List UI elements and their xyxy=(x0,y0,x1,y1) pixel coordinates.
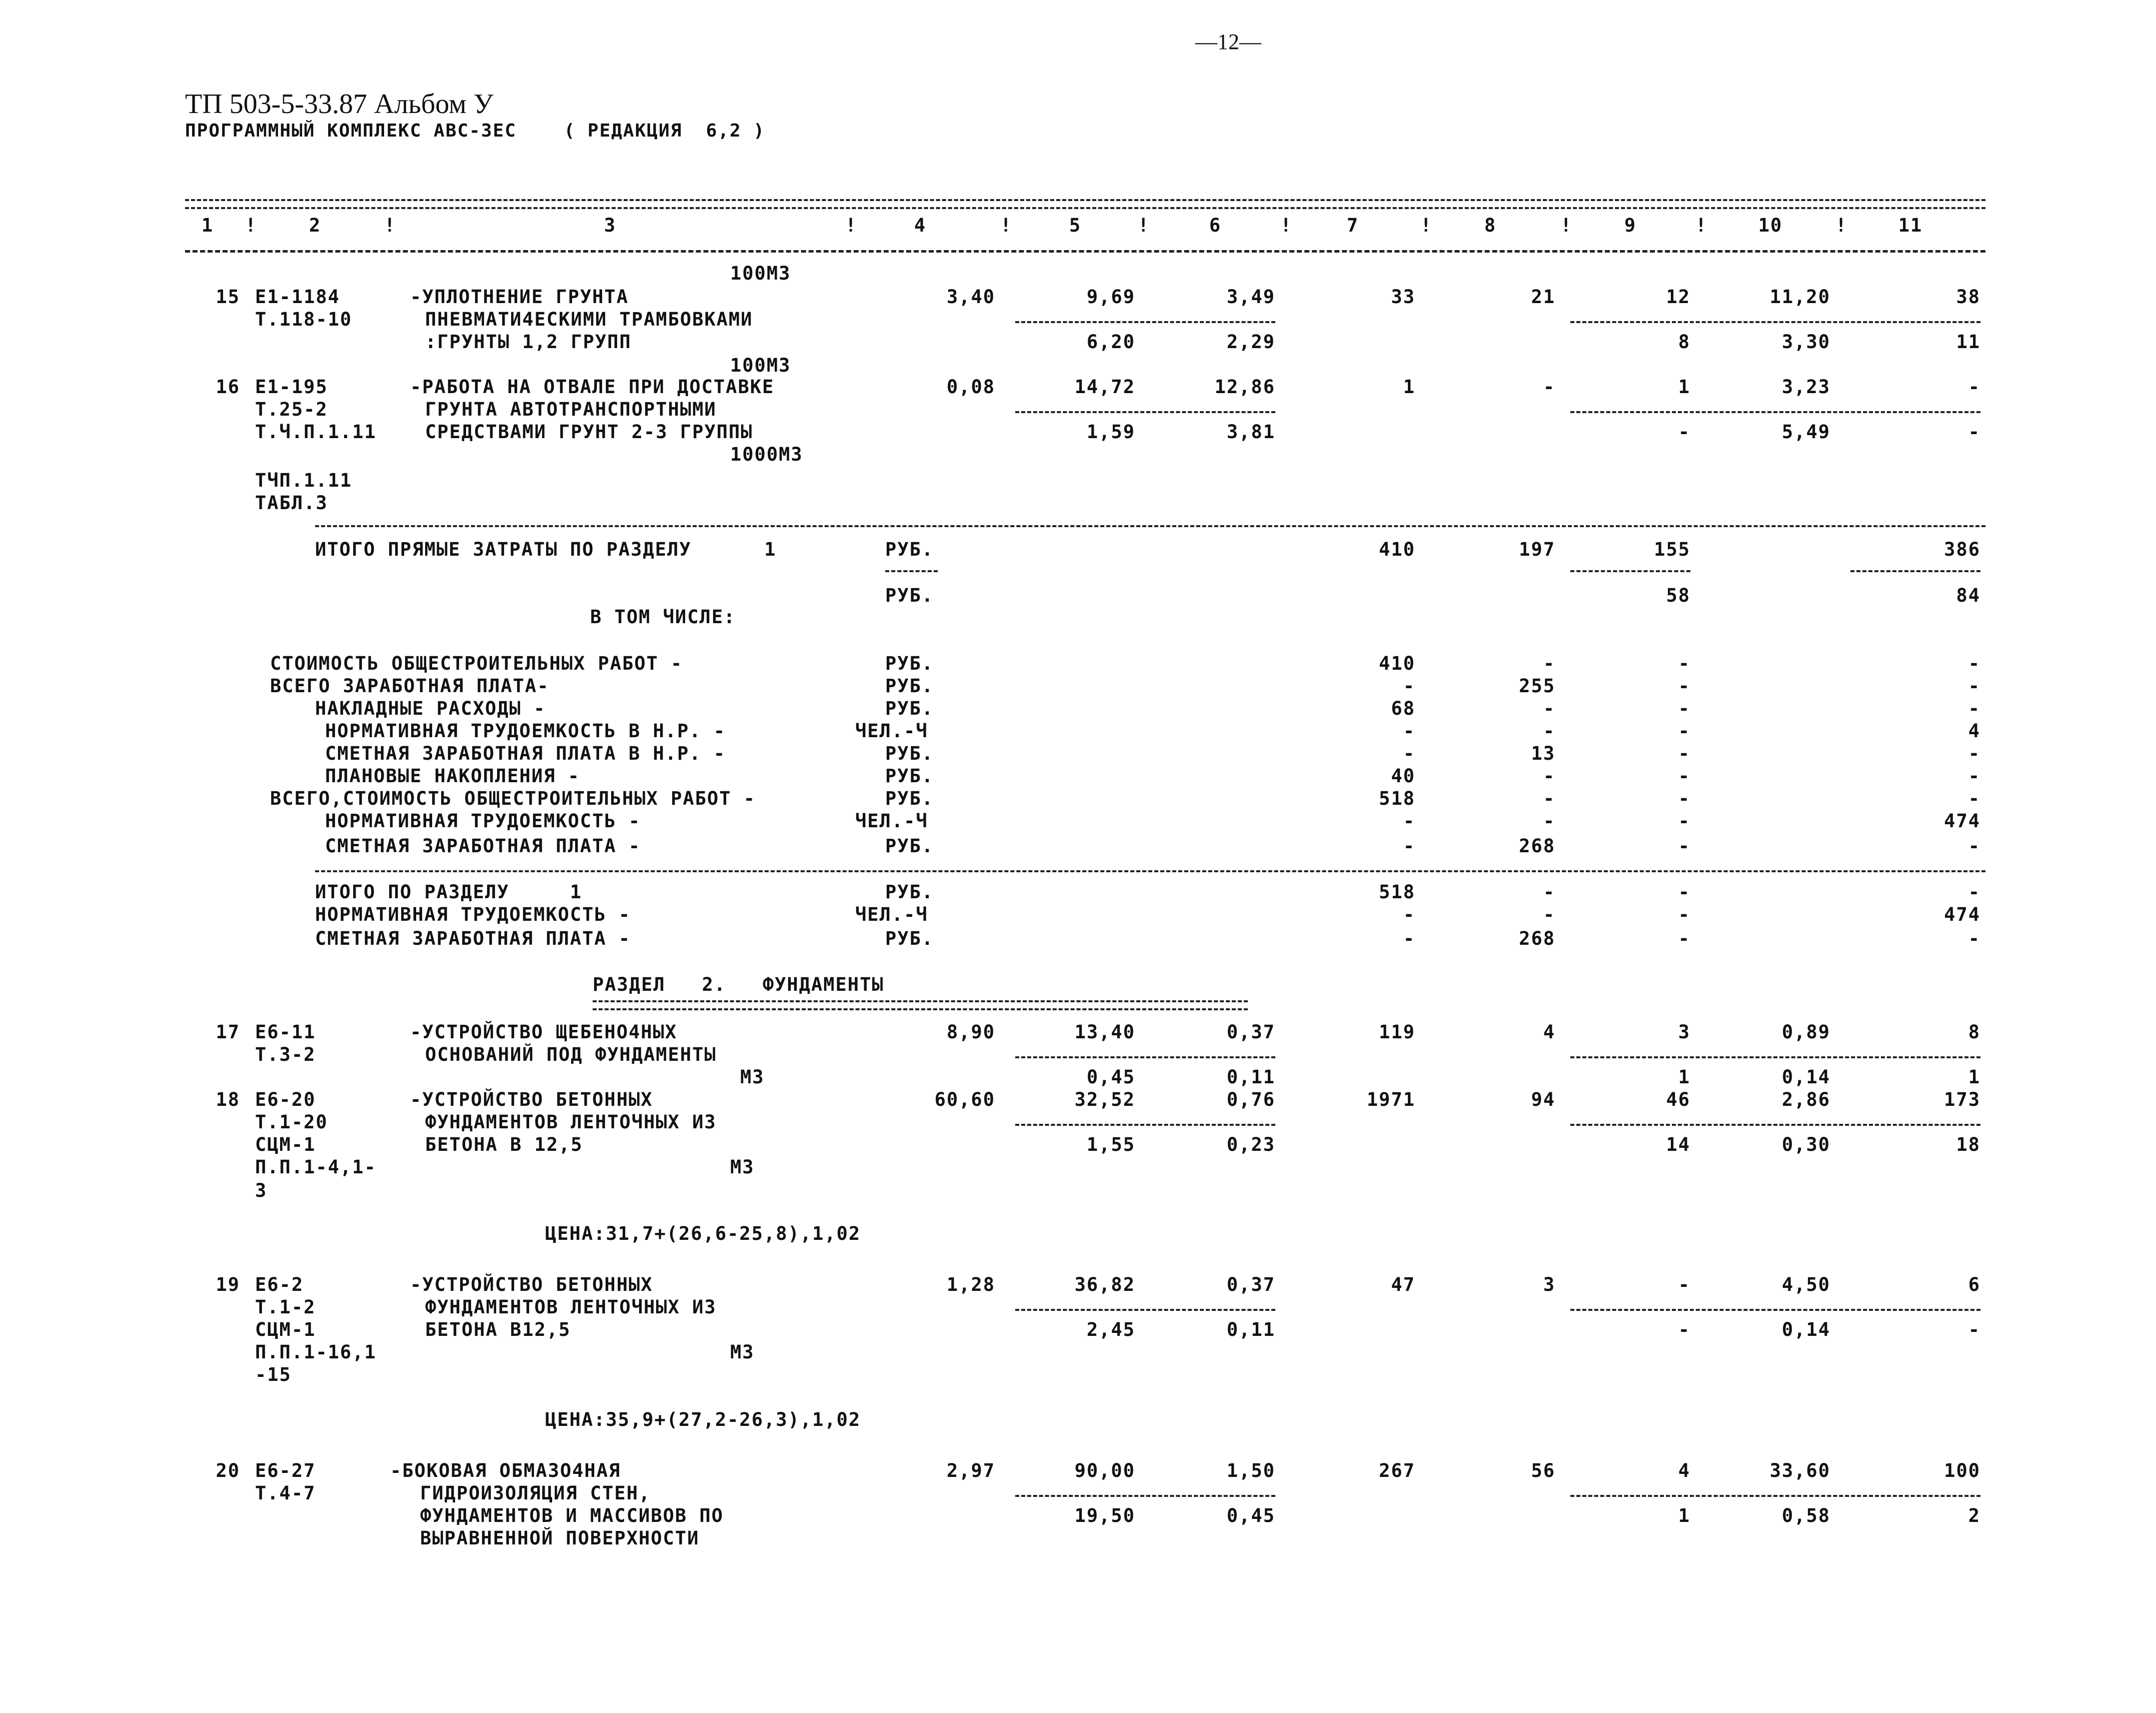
rate-code: Е6-27 xyxy=(255,1460,316,1481)
list-item-unit: ЧЕЛ.-Ч xyxy=(855,720,928,742)
cell-col4: 0,08 xyxy=(946,376,995,398)
cell-col8: 3 xyxy=(1543,1274,1555,1295)
cell-col7: 68 xyxy=(1391,698,1415,719)
rate-reference: Т.Ч.П.1.11 xyxy=(255,421,377,443)
list-item-unit: РУБ. xyxy=(885,881,934,903)
cell-col9: 1 xyxy=(1678,1066,1690,1088)
divider xyxy=(1015,1056,1275,1058)
cell-col9: - xyxy=(1678,1319,1690,1340)
row-number: 20 xyxy=(216,1460,240,1481)
cell-col7: 410 xyxy=(1379,539,1415,560)
cell-col5: 90,00 xyxy=(1074,1460,1135,1481)
cell-col11: - xyxy=(1968,881,1980,903)
divider xyxy=(1015,1495,1275,1497)
col-sep: ! xyxy=(1420,215,1433,236)
cell-col9: 1 xyxy=(1678,376,1690,398)
list-item-unit: РУБ. xyxy=(885,928,934,949)
cell-col7: 1971 xyxy=(1366,1089,1415,1110)
cell-col5: 2,45 xyxy=(1086,1319,1135,1340)
cell-col11: - xyxy=(1968,788,1980,809)
cell-col10: 3,30 xyxy=(1781,331,1830,353)
col-header-3: 3 xyxy=(604,215,617,236)
list-item-label: НОРМАТИВНАЯ ТРУДОЕМКОСТЬ - xyxy=(315,904,631,925)
summary-rule xyxy=(315,525,1985,527)
cell-col8: 56 xyxy=(1531,1460,1555,1481)
cell-col11: - xyxy=(1968,675,1980,697)
cell-col10: 0,89 xyxy=(1781,1021,1830,1043)
col-sep: ! xyxy=(1560,215,1573,236)
list-item-label: ИТОГО ПО РАЗДЕЛУ 1 xyxy=(315,881,583,903)
cell-col7: - xyxy=(1403,810,1415,832)
rate-reference: Т.4-7 xyxy=(255,1482,316,1504)
col-sep: ! xyxy=(1695,215,1708,236)
work-description: СРЕДСТВАМИ ГРУНТ 2-3 ГРУППЫ xyxy=(425,421,753,443)
rate-code: Е6-2 xyxy=(255,1274,304,1295)
col-header-10: 10 xyxy=(1758,215,1783,236)
list-item-unit: РУБ. xyxy=(885,675,934,697)
work-description: -УСТРОЙСТВО ЩЕБЕНО4НЫХ xyxy=(410,1021,678,1043)
cell-col6: 12,86 xyxy=(1214,376,1275,398)
list-item-label: СТОИМОСТЬ ОБЩЕСТРОИТЕЛЬНЫХ РАБОТ - xyxy=(270,653,683,674)
divider xyxy=(1570,321,1980,323)
cell-col4: 2,97 xyxy=(946,1460,995,1481)
cell-col11: 8 xyxy=(1968,1021,1980,1043)
rate-code: Е1-1184 xyxy=(255,286,340,308)
list-item-unit: РУБ. xyxy=(885,653,934,674)
row-number: 16 xyxy=(216,376,240,398)
work-description: ФУНДАМЕНТОВ И МАССИВОВ ПО xyxy=(420,1505,724,1526)
rate-reference: СЦМ-1 xyxy=(255,1134,316,1155)
cell-col10: 4,50 xyxy=(1781,1274,1830,1295)
rate-reference: СЦМ-1 xyxy=(255,1319,316,1340)
cell-col5: 14,72 xyxy=(1074,376,1135,398)
cell-col5: 6,20 xyxy=(1086,331,1135,353)
cell-col11: 474 xyxy=(1944,810,1980,832)
cell-col11: 11 xyxy=(1956,331,1980,353)
col-header-9: 9 xyxy=(1624,215,1637,236)
cell-col9: 12 xyxy=(1666,286,1690,308)
divider xyxy=(885,570,938,572)
cell-col7: 518 xyxy=(1379,788,1415,809)
unit-label: М3 xyxy=(730,1156,755,1178)
row-number: 19 xyxy=(216,1274,240,1295)
cell-col5: 1,59 xyxy=(1086,421,1135,443)
cell-col7: 47 xyxy=(1391,1274,1415,1295)
cell-col11: 386 xyxy=(1944,539,1980,560)
cell-col7: 119 xyxy=(1379,1021,1415,1043)
cell-col8: 21 xyxy=(1531,286,1555,308)
rate-reference: П.П.1-4,1- xyxy=(255,1156,377,1178)
subheading: В ТОМ ЧИСЛЕ: xyxy=(590,606,736,628)
price-formula: ЦЕНА:31,7+(26,6-25,8),1,02 xyxy=(545,1223,861,1244)
cell-col9: - xyxy=(1678,810,1690,832)
rate-code: Е6-11 xyxy=(255,1021,316,1043)
col-sep: ! xyxy=(1835,215,1848,236)
cell-col9: 4 xyxy=(1678,1460,1690,1481)
cell-col8: - xyxy=(1543,810,1555,832)
cell-col8: 13 xyxy=(1531,743,1555,764)
cell-col7: 1 xyxy=(1403,376,1415,398)
cell-col9: - xyxy=(1678,835,1690,857)
rate-reference: П.П.1-16,1 xyxy=(255,1341,377,1363)
cell-col11: - xyxy=(1968,928,1980,949)
cell-col6: 0,76 xyxy=(1226,1089,1275,1110)
cell-col10: 0,14 xyxy=(1781,1319,1830,1340)
section-total-rule xyxy=(315,870,1985,872)
cell-col9: - xyxy=(1678,421,1690,443)
cell-col11: 6 xyxy=(1968,1274,1980,1295)
cell-col6: 2,29 xyxy=(1226,331,1275,353)
col-header-5: 5 xyxy=(1069,215,1082,236)
list-item-unit: РУБ. xyxy=(885,698,934,719)
cell-col10: 2,86 xyxy=(1781,1089,1830,1110)
cell-col9: - xyxy=(1678,1274,1690,1295)
cell-col11: - xyxy=(1968,653,1980,674)
cell-col9: - xyxy=(1678,743,1690,764)
cell-col11: - xyxy=(1968,1319,1980,1340)
cell-col6: 3,81 xyxy=(1226,421,1275,443)
cell-col11: 18 xyxy=(1956,1134,1980,1155)
header-bottom-rule xyxy=(185,250,1985,253)
cell-col6: 0,11 xyxy=(1226,1066,1275,1088)
cell-col10: 0,58 xyxy=(1781,1505,1830,1526)
col-sep: ! xyxy=(384,215,397,236)
row-number: 17 xyxy=(216,1021,240,1043)
cell-col11: 38 xyxy=(1956,286,1980,308)
cell-col8: 197 xyxy=(1519,539,1555,560)
rate-reference: Т.25-2 xyxy=(255,399,328,420)
cell-col7: - xyxy=(1403,743,1415,764)
cell-col9: - xyxy=(1678,788,1690,809)
list-item-unit: ЧЕЛ.-Ч xyxy=(855,810,928,832)
divider xyxy=(1570,411,1980,413)
rate-reference: Т.1-20 xyxy=(255,1111,328,1133)
cell-col8: 4 xyxy=(1543,1021,1555,1043)
cell-col8: - xyxy=(1543,698,1555,719)
document-subtitle: ПРОГРАММНЫЙ КОМПЛЕКС АВС-3ЕС ( РЕДАКЦИЯ 6,2 ) xyxy=(185,121,766,141)
list-item-label: НАКЛАДНЫЕ РАСХОДЫ - xyxy=(315,698,546,719)
col-sep: ! xyxy=(1138,215,1150,236)
rate-reference: ТАБЛ.3 xyxy=(255,492,328,514)
cell-col9: 14 xyxy=(1666,1134,1690,1155)
cell-col7: 33 xyxy=(1391,286,1415,308)
rate-reference: Т.3-2 xyxy=(255,1044,316,1065)
list-item-label: НОРМАТИВНАЯ ТРУДОЕМКОСТЬ - xyxy=(325,810,641,832)
unit-label: М3 xyxy=(730,1341,755,1363)
col-header-6: 6 xyxy=(1209,215,1222,236)
col-header-1: 1 xyxy=(201,215,214,236)
work-description: ВЫРАВНЕННОЙ ПОВЕРХНОСТИ xyxy=(420,1527,700,1549)
cell-col11: - xyxy=(1968,376,1980,398)
cell-col11: - xyxy=(1968,835,1980,857)
cell-col8: - xyxy=(1543,788,1555,809)
cell-col5: 13,40 xyxy=(1074,1021,1135,1043)
unit-label: 100М3 xyxy=(730,355,791,376)
cell-col11: - xyxy=(1968,698,1980,719)
list-item-label: ВСЕГО,СТОИМОСТЬ ОБЩЕСТРОИТЕЛЬНЫХ РАБОТ - xyxy=(270,788,756,809)
list-item-label: ВСЕГО ЗАРАБОТНАЯ ПЛАТА- xyxy=(270,675,550,697)
cell-col9: - xyxy=(1678,698,1690,719)
divider xyxy=(1015,1124,1275,1126)
list-item-unit: ЧЕЛ.-Ч xyxy=(855,904,928,925)
cell-col11: 1 xyxy=(1968,1066,1980,1088)
cell-col6: 0,45 xyxy=(1226,1505,1275,1526)
work-description: ГИДРОИЗОЛЯЦИЯ СТЕН, xyxy=(420,1482,651,1504)
work-description: ПНЕВМАТИ4ЕСКИМИ ТРАМБОВКАМИ xyxy=(425,309,753,330)
cell-col7: - xyxy=(1403,904,1415,925)
rate-code: Е6-20 xyxy=(255,1089,316,1110)
divider xyxy=(1570,1495,1980,1497)
cell-col8: - xyxy=(1543,765,1555,787)
cell-col7: 267 xyxy=(1379,1460,1415,1481)
cell-col10: 5,49 xyxy=(1781,421,1830,443)
cell-col4: 1,28 xyxy=(946,1274,995,1295)
cell-col11: 474 xyxy=(1944,904,1980,925)
work-description: ОСНОВАНИЙ ПОД ФУНДАМЕНТЫ xyxy=(425,1044,717,1065)
cell-col5: 36,82 xyxy=(1074,1274,1135,1295)
cell-col8: 94 xyxy=(1531,1089,1555,1110)
divider xyxy=(1570,1056,1980,1058)
unit-label: 100М3 xyxy=(730,263,791,284)
work-description: :ГРУНТЫ 1,2 ГРУПП xyxy=(425,331,632,353)
col-header-11: 11 xyxy=(1898,215,1923,236)
summary-unit: РУБ. xyxy=(885,539,934,560)
cell-col10: 3,23 xyxy=(1781,376,1830,398)
cell-col8: - xyxy=(1543,376,1555,398)
cell-col7: - xyxy=(1403,675,1415,697)
divider xyxy=(1015,1309,1275,1311)
divider xyxy=(1570,570,1690,572)
cell-col6: 0,37 xyxy=(1226,1274,1275,1295)
rate-reference: Т.118-10 xyxy=(255,309,353,330)
cell-col9: 3 xyxy=(1678,1021,1690,1043)
cell-col11: 84 xyxy=(1956,585,1980,606)
col-sep: ! xyxy=(1280,215,1293,236)
cell-col6: 0,23 xyxy=(1226,1134,1275,1155)
list-item-label: СМЕТНАЯ ЗАРАБОТНАЯ ПЛАТА - xyxy=(315,928,631,949)
divider xyxy=(1850,570,1980,572)
work-description: ФУНДАМЕНТОВ ЛЕНТОЧНЫХ ИЗ xyxy=(425,1296,717,1318)
cell-col8: - xyxy=(1543,881,1555,903)
work-description: ФУНДАМЕНТОВ ЛЕНТОЧНЫХ ИЗ xyxy=(425,1111,717,1133)
price-formula: ЦЕНА:35,9+(27,2-26,3),1,02 xyxy=(545,1409,861,1430)
cell-col5: 0,45 xyxy=(1086,1066,1135,1088)
list-item-label: ПЛАНОВЫЕ НАКОПЛЕНИЯ - xyxy=(325,765,580,787)
cell-col4: 8,90 xyxy=(946,1021,995,1043)
col-header-2: 2 xyxy=(309,215,322,236)
rate-reference: -15 xyxy=(255,1364,292,1385)
cell-col9: 8 xyxy=(1678,331,1690,353)
cell-col10: 0,30 xyxy=(1781,1134,1830,1155)
divider xyxy=(1015,321,1275,323)
col-sep: ! xyxy=(845,215,858,236)
cell-col6: 0,37 xyxy=(1226,1021,1275,1043)
cell-col5: 19,50 xyxy=(1074,1505,1135,1526)
cell-col11: - xyxy=(1968,743,1980,764)
cell-col6: 1,50 xyxy=(1226,1460,1275,1481)
cell-col11: - xyxy=(1968,765,1980,787)
divider xyxy=(1570,1124,1980,1126)
cell-col9: 1 xyxy=(1678,1505,1690,1526)
cell-col7: 518 xyxy=(1379,881,1415,903)
cell-col5: 32,52 xyxy=(1074,1089,1135,1110)
col-sep: ! xyxy=(1000,215,1013,236)
cell-col10: 33,60 xyxy=(1769,1460,1830,1481)
rate-reference: ТЧП.1.11 xyxy=(255,470,353,491)
cell-col10: 0,14 xyxy=(1781,1066,1830,1088)
col-header-4: 4 xyxy=(914,215,927,236)
summary-unit: РУБ. xyxy=(885,585,934,606)
cell-col9: 46 xyxy=(1666,1089,1690,1110)
work-description: -РАБОТА НА ОТВАЛЕ ПРИ ДОСТАВКЕ xyxy=(410,376,775,398)
section-title: РАЗДЕЛ 2. ФУНДАМЕНТЫ xyxy=(593,974,884,995)
document-title: ТП 503-5-33.87 Альбом У xyxy=(185,89,494,120)
cell-col7: - xyxy=(1403,928,1415,949)
cell-col8: 268 xyxy=(1519,835,1555,857)
work-description: БЕТОНА В 12,5 xyxy=(425,1134,583,1155)
unit-label: М3 xyxy=(740,1066,765,1088)
cell-col11: 2 xyxy=(1968,1505,1980,1526)
work-description: -УСТРОЙСТВО БЕТОННЫХ xyxy=(410,1274,653,1295)
cell-col4: 60,60 xyxy=(934,1089,995,1110)
cell-col11: 100 xyxy=(1944,1460,1980,1481)
cell-col6: 3,49 xyxy=(1226,286,1275,308)
col-sep: ! xyxy=(245,215,258,236)
page-number: —12— xyxy=(1195,30,1261,54)
row-number: 18 xyxy=(216,1089,240,1110)
divider xyxy=(1015,411,1275,413)
work-description: -УСТРОЙСТВО БЕТОННЫХ xyxy=(410,1089,653,1110)
cell-col8: - xyxy=(1543,653,1555,674)
cell-col5: 9,69 xyxy=(1086,286,1135,308)
col-header-8: 8 xyxy=(1484,215,1497,236)
cell-col9: - xyxy=(1678,765,1690,787)
work-description: -УПЛОТНЕНИЕ ГРУНТА xyxy=(410,286,629,308)
list-item-unit: РУБ. xyxy=(885,788,934,809)
cell-col9: - xyxy=(1678,904,1690,925)
work-description: БЕТОНА В12,5 xyxy=(425,1319,571,1340)
cell-col5: 1,55 xyxy=(1086,1134,1135,1155)
col-header-7: 7 xyxy=(1346,215,1359,236)
cell-col8: 255 xyxy=(1519,675,1555,697)
list-item-label: СМЕТНАЯ ЗАРАБОТНАЯ ПЛАТА - xyxy=(325,835,641,857)
cell-col11: 173 xyxy=(1944,1089,1980,1110)
cell-col9: - xyxy=(1678,928,1690,949)
unit-label: 1000М3 xyxy=(730,444,803,465)
rate-reference: 3 xyxy=(255,1180,268,1201)
cell-col7: - xyxy=(1403,720,1415,742)
cell-col7: - xyxy=(1403,835,1415,857)
cell-col10: 11,20 xyxy=(1769,286,1830,308)
rate-code: Е1-195 xyxy=(255,376,328,398)
list-item-unit: РУБ. xyxy=(885,743,934,764)
cell-col9: - xyxy=(1678,653,1690,674)
cell-col9: - xyxy=(1678,720,1690,742)
cell-col11: 4 xyxy=(1968,720,1980,742)
cell-col11: - xyxy=(1968,421,1980,443)
list-item-label: НОРМАТИВНАЯ ТРУДОЕМКОСТЬ В Н.Р. - xyxy=(325,720,726,742)
cell-col8: 268 xyxy=(1519,928,1555,949)
work-description: ГРУНТА АВТОТРАНСПОРТНЫМИ xyxy=(425,399,717,420)
cell-col6: 0,11 xyxy=(1226,1319,1275,1340)
rate-reference: Т.1-2 xyxy=(255,1296,316,1318)
cell-col9: 58 xyxy=(1666,585,1690,606)
summary-label: ИТОГО ПРЯМЫЕ ЗАТРАТЫ ПО РАЗДЕЛУ 1 xyxy=(315,539,777,560)
row-number: 15 xyxy=(216,286,240,308)
cell-col7: 410 xyxy=(1379,653,1415,674)
work-description: -БОКОВАЯ ОБМАЗО4НАЯ xyxy=(390,1460,621,1481)
cell-col9: - xyxy=(1678,675,1690,697)
divider xyxy=(1570,1309,1980,1311)
cell-col9: - xyxy=(1678,881,1690,903)
header-top-rule xyxy=(185,199,1985,209)
list-item-unit: РУБ. xyxy=(885,835,934,857)
cell-col7: 40 xyxy=(1391,765,1415,787)
cell-col8: - xyxy=(1543,904,1555,925)
cell-col9: 155 xyxy=(1654,539,1690,560)
cell-col4: 3,40 xyxy=(946,286,995,308)
list-item-label: СМЕТНАЯ ЗАРАБОТНАЯ ПЛАТА В Н.Р. - xyxy=(325,743,726,764)
cell-col8: - xyxy=(1543,720,1555,742)
section-title-underline xyxy=(593,1000,1248,1010)
list-item-unit: РУБ. xyxy=(885,765,934,787)
